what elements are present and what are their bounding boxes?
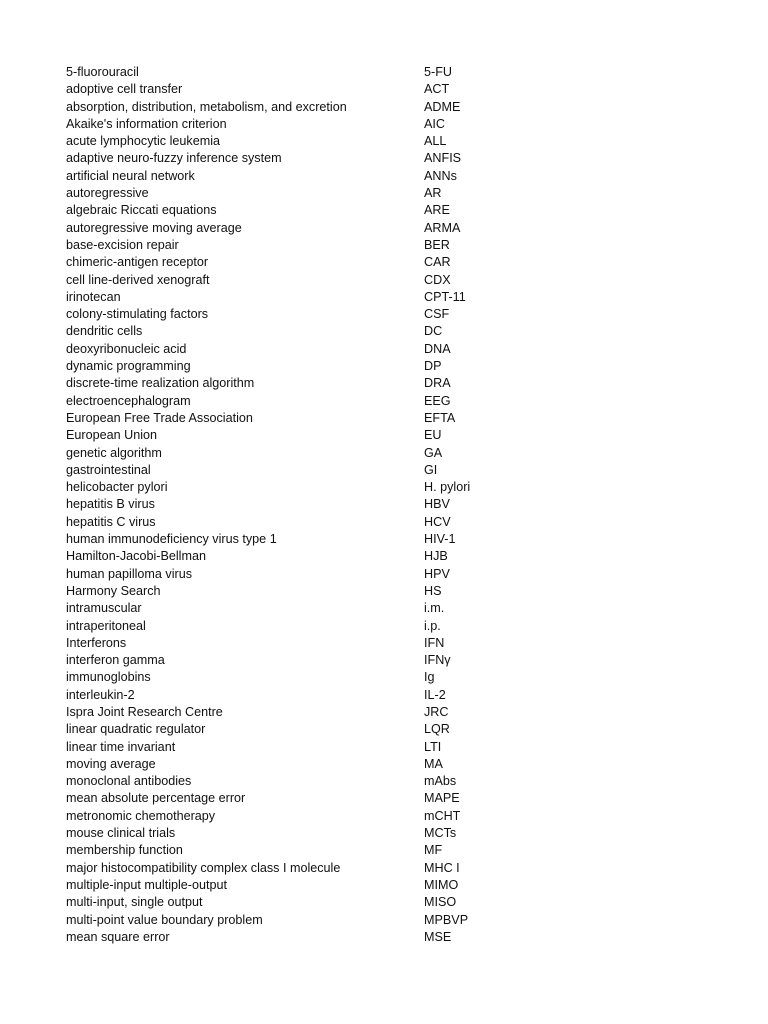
list-item (66, 773, 706, 790)
term-text: moving average (66, 756, 156, 771)
list-item (66, 652, 706, 669)
list-item (66, 756, 706, 773)
abbreviation-text: DC (424, 324, 443, 339)
term-text: artificial neural network (66, 168, 195, 183)
abbreviation-text: CDX (424, 272, 451, 287)
abbreviation-list (66, 64, 706, 946)
abbreviation-text: AIC (424, 116, 445, 131)
list-item (66, 479, 706, 496)
list-item (66, 842, 706, 859)
term-text: algebraic Riccati equations (66, 203, 217, 218)
term-text: membership function (66, 843, 183, 858)
term-text: base-excision repair (66, 237, 179, 252)
abbreviation-text: LTI (424, 739, 442, 754)
list-item (66, 687, 706, 704)
abbreviation-text: MHC I (424, 860, 460, 875)
abbreviation-text: MF (424, 843, 443, 858)
list-item (66, 99, 706, 116)
abbreviation-text: GI (424, 462, 438, 477)
term-text: human papilloma virus (66, 566, 192, 581)
abbreviation-text: ADME (424, 99, 461, 114)
term-text: genetic algorithm (66, 445, 162, 460)
term-text: mouse clinical trials (66, 826, 176, 841)
abbreviation-text: ACT (424, 82, 450, 97)
abbreviation-text: MPBVP (424, 912, 469, 927)
list-item (66, 116, 706, 133)
list-item (66, 894, 706, 911)
abbreviation-text: HCV (424, 514, 451, 529)
list-item (66, 739, 706, 756)
abbreviation-text: DP (424, 359, 442, 374)
term-text: immunoglobins (66, 670, 151, 685)
list-item (66, 808, 706, 825)
term-text: major histocompatibility complex class I molecule (66, 860, 341, 875)
list-item (66, 289, 706, 306)
term-text: dynamic programming (66, 359, 191, 374)
term-text: interleukin-2 (66, 687, 135, 702)
term-text: interferon gamma (66, 653, 165, 668)
abbreviation-text: i.p. (424, 618, 441, 633)
abbreviation-text: EEG (424, 393, 451, 408)
abbreviation-text: HS (424, 583, 442, 598)
abbreviation-text: EU (424, 428, 442, 443)
abbreviation-text: JRC (424, 704, 449, 719)
term-text: Akaike's information criterion (66, 116, 227, 131)
abbreviation-text: CPT-11 (424, 289, 466, 304)
list-item (66, 254, 706, 271)
abbreviation-text: IFN (424, 635, 445, 650)
term-text: intraperitoneal (66, 618, 146, 633)
list-item (66, 600, 706, 617)
list-item (66, 358, 706, 375)
list-item (66, 860, 706, 877)
abbreviation-text: Ig (424, 670, 435, 685)
abbreviation-text: MIMO (424, 877, 459, 892)
abbreviation-text: H. pylori (424, 480, 471, 495)
list-item (66, 583, 706, 600)
list-item (66, 445, 706, 462)
list-item (66, 185, 706, 202)
term-text: multi-point value boundary problem (66, 912, 263, 927)
term-text: Ispra Joint Research Centre (66, 704, 223, 719)
abbreviation-text: i.m. (424, 601, 445, 616)
abbreviation-text: IL-2 (424, 687, 446, 702)
abbreviation-text: ARMA (424, 220, 461, 235)
list-item (66, 825, 706, 842)
list-item (66, 514, 706, 531)
abbreviation-text: MA (424, 756, 443, 771)
list-item (66, 704, 706, 721)
list-item (66, 929, 706, 946)
list-item (66, 375, 706, 392)
abbreviation-text: ALL (424, 134, 447, 149)
term-text: irinotecan (66, 289, 121, 304)
abbreviation-text: LQR (424, 722, 450, 737)
abbreviation-text: mCHT (424, 808, 461, 823)
list-item (66, 341, 706, 358)
term-text: colony-stimulating factors (66, 307, 209, 322)
term-text: electroencephalogram (66, 393, 191, 408)
list-item (66, 202, 706, 219)
abbreviation-text: AR (424, 186, 442, 201)
list-item (66, 306, 706, 323)
term-text: Hamilton-Jacobi-Bellman (66, 549, 206, 564)
term-text: multi-input, single output (66, 895, 203, 910)
term-text: autoregressive moving average (66, 220, 242, 235)
term-text: mean square error (66, 929, 170, 944)
abbreviation-text: MAPE (424, 791, 460, 806)
abbreviation-text: 5-FU (424, 65, 452, 79)
list-item (66, 393, 706, 410)
abbreviation-text: GA (424, 445, 443, 460)
abbreviation-text: HBV (424, 497, 450, 512)
list-item (66, 237, 706, 254)
abbreviation-text: MSE (424, 929, 452, 944)
list-item (66, 548, 706, 565)
abbreviation-text: CAR (424, 255, 451, 270)
term-text: autoregressive (66, 186, 149, 201)
term-text: 5-fluorouracil (66, 65, 139, 79)
term-text: discrete-time realization algorithm (66, 376, 255, 391)
term-text: dendritic cells (66, 324, 143, 339)
term-text: adoptive cell transfer (66, 82, 183, 97)
abbreviation-text: HIV-1 (424, 532, 456, 547)
term-text: hepatitis B virus (66, 497, 155, 512)
abbreviation-text: MCTs (424, 826, 457, 841)
list-item (66, 323, 706, 340)
term-text: helicobacter pylori (66, 480, 168, 495)
term-text: multiple-input multiple-output (66, 877, 228, 892)
list-item (66, 912, 706, 929)
term-text: hepatitis C virus (66, 514, 156, 529)
list-item (66, 618, 706, 635)
list-item (66, 462, 706, 479)
abbreviation-text: ARE (424, 203, 450, 218)
term-text: adaptive neuro-fuzzy inference system (66, 151, 282, 166)
list-item (66, 410, 706, 427)
term-text: monoclonal antibodies (66, 774, 192, 789)
term-text: metronomic chemotherapy (66, 808, 216, 823)
list-item (66, 168, 706, 185)
term-text: Interferons (66, 635, 127, 650)
term-text: deoxyribonucleic acid (66, 341, 187, 356)
abbreviation-text: ANFIS (424, 151, 462, 166)
term-text: absorption, distribution, metabolism, and excretion (66, 99, 347, 114)
list-item (66, 669, 706, 686)
term-text: cell line-derived xenograft (66, 272, 210, 287)
term-text: chimeric-antigen receptor (66, 255, 209, 270)
term-text: intramuscular (66, 601, 142, 616)
term-text: acute lymphocytic leukemia (66, 134, 220, 149)
list-item (66, 877, 706, 894)
abbreviation-text: HJB (424, 549, 448, 564)
abbreviation-text: EFTA (424, 410, 456, 425)
list-item (66, 531, 706, 548)
list-item (66, 566, 706, 583)
list-item (66, 133, 706, 150)
list-item (66, 790, 706, 807)
abbreviation-text: mAbs (424, 774, 457, 789)
list-item (66, 81, 706, 98)
term-text: linear quadratic regulator (66, 722, 206, 737)
term-text: linear time invariant (66, 739, 176, 754)
list-item (66, 220, 706, 237)
abbreviation-text: DNA (424, 341, 451, 356)
term-text: mean absolute percentage error (66, 791, 246, 806)
abbreviation-text: IFNγ (424, 653, 451, 668)
list-item (66, 427, 706, 444)
term-text: gastrointestinal (66, 462, 151, 477)
list-item (66, 150, 706, 167)
abbreviation-text: ANNs (424, 168, 457, 183)
list-item (66, 496, 706, 513)
term-text: European Free Trade Association (66, 410, 253, 425)
abbreviation-text: BER (424, 237, 450, 252)
list-item (66, 721, 706, 738)
list-item (66, 64, 706, 81)
term-text: Harmony Search (66, 583, 161, 598)
list-item (66, 635, 706, 652)
abbreviation-text: MISO (424, 895, 457, 910)
list-item (66, 272, 706, 289)
term-text: European Union (66, 428, 158, 443)
abbreviation-text: HPV (424, 566, 450, 581)
term-text: human immunodeficiency virus type 1 (66, 532, 277, 547)
abbreviation-text: CSF (424, 307, 450, 322)
abbreviation-text: DRA (424, 376, 451, 391)
